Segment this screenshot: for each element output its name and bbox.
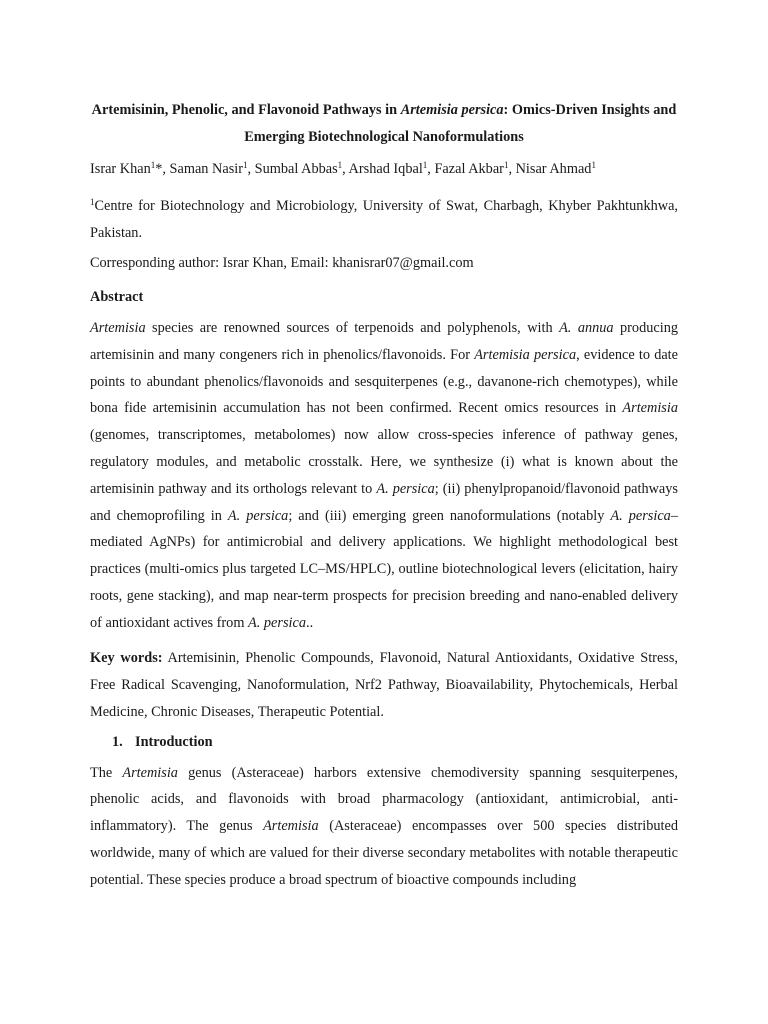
- author-separator: ,: [508, 161, 516, 177]
- section-title: Introduction: [135, 733, 213, 750]
- author-separator: ,: [427, 161, 435, 177]
- author-affiliation-marker: 1: [243, 160, 248, 170]
- italic-term: A. persica: [227, 507, 289, 524]
- author-name: Saman Nasir: [169, 161, 243, 177]
- text-run: ; and (iii) emerging green nanoformulations (notably: [288, 507, 611, 524]
- italic-term: Artemisia: [122, 764, 178, 781]
- author-list: [90, 159, 678, 179]
- italic-term: Artemisia persica: [474, 346, 577, 363]
- italic-term: Artemisia: [263, 818, 319, 835]
- affiliation-marker: 1: [90, 197, 95, 207]
- author-name: Arshad Iqbal: [348, 161, 423, 177]
- author-name: Nisar Ahmad: [515, 161, 592, 177]
- text-run: genus (Asteraceae) harbors extensive chemodiversity spanning sesquiterpenes, phenolic acids, and flavonoids with broad pharmacology (antioxidant, antimicrobial, anti-inflammatory). The genus: [90, 764, 678, 835]
- introduction-body: [90, 760, 678, 894]
- author-separator: ,: [342, 161, 349, 177]
- corresponding-author: Corresponding author: Israr Khan, Email: khanisrar07@gmail.com: [90, 255, 474, 271]
- text-run: species are renowned sources of terpenoids and polyphenols, with: [145, 320, 560, 336]
- keywords: [90, 645, 678, 726]
- italic-term: A. persica: [376, 480, 435, 497]
- affiliation-text: Centre for Biotechnology and Microbiology, University of Swat, Charbagh, Khyber Pakhtunkhwa, Pakistan.: [90, 198, 678, 241]
- author-separator: ,: [162, 161, 170, 177]
- text-run: ..: [306, 614, 314, 631]
- author-name: Israr Khan: [90, 161, 151, 177]
- text-run: (genomes, transcriptomes, metabolomes) now allow cross-species inference of pathway genes, regulatory modules, and metabolic crosstalk. Here, we synthesize (i) what is known about the artemisinin pathway and its orthologs relevant to: [90, 427, 678, 497]
- section-number: 1.: [112, 733, 123, 750]
- affiliation: [90, 193, 678, 247]
- paper-title: [90, 97, 678, 151]
- text-run: , evidence to date points to abundant phenolics/flavonoids and sesquiterpenes (e.g., davanone-rich chemotypes), while bona fide artemisinin accumulation has not been confirmed. Recent omics resources in: [90, 346, 679, 417]
- italic-term: A. annua: [559, 320, 614, 336]
- italic-term: A. persica: [610, 507, 671, 524]
- title-species: Artemisia persica: [400, 102, 504, 118]
- text-run: producing artemisinin and many congeners rich in phenolics/flavonoids. For: [90, 320, 678, 363]
- introduction-heading: [90, 732, 678, 752]
- title-part-1: Artemisinin, Phenolic, and Flavonoid Pathways in: [91, 102, 401, 118]
- text-run: –mediated AgNPs) for antimicrobial and delivery applications. We highlight methodological best practices (multi-omics plus targeted LC–MS/HPLC), outline biotechnological levers (elicitation, hairy roots, gene stacking), and map near-term prospects for precision breeding and nano-enabled delivery of antioxidant actives from: [90, 507, 678, 631]
- author-affiliation-marker: 1: [422, 160, 428, 170]
- italic-term: Artemisia: [90, 320, 146, 336]
- text-run: (Asteraceae) encompasses over 500 species distributed worldwide, many of which are valued for their diverse secondary metabolites with notable therapeutic potential. These species produce a broad spectrum of bioactive compounds including: [90, 818, 678, 888]
- abstract-heading: Abstract: [90, 289, 144, 305]
- text-run: The: [90, 764, 123, 781]
- author-affiliation-marker: 1: [503, 160, 509, 170]
- author-name: Sumbal Abbas: [254, 161, 338, 177]
- author-name: Fazal Akbar: [434, 161, 504, 177]
- italic-term: Artemisia: [622, 400, 678, 417]
- corresponding-mark: *: [155, 161, 163, 177]
- author-affiliation-marker: 1: [337, 160, 343, 170]
- keywords-text: Artemisinin, Phenolic Compounds, Flavonoid, Natural Antioxidants, Oxidative Stress, Free Radical Scavenging, Nanoformulation, Nrf2 Pathway, Bioavailability, Phytochemicals, Herbal Medicine, Chronic Diseases, Therapeutic Potential.: [90, 649, 678, 720]
- author-separator: ,: [247, 161, 255, 177]
- keywords-label: Key words:: [90, 649, 163, 666]
- title-part-2: : Omics-Driven Insights and Emerging Biotechnological Nanoformulations: [244, 102, 677, 145]
- author-affiliation-marker: 1: [591, 160, 596, 170]
- author-affiliation-marker: 1: [150, 160, 156, 170]
- text-run: ; (ii) phenylpropanoid/flavonoid pathways and chemoprofiling in: [90, 480, 678, 524]
- italic-term: A. persica: [248, 614, 306, 631]
- abstract-body: [90, 315, 678, 637]
